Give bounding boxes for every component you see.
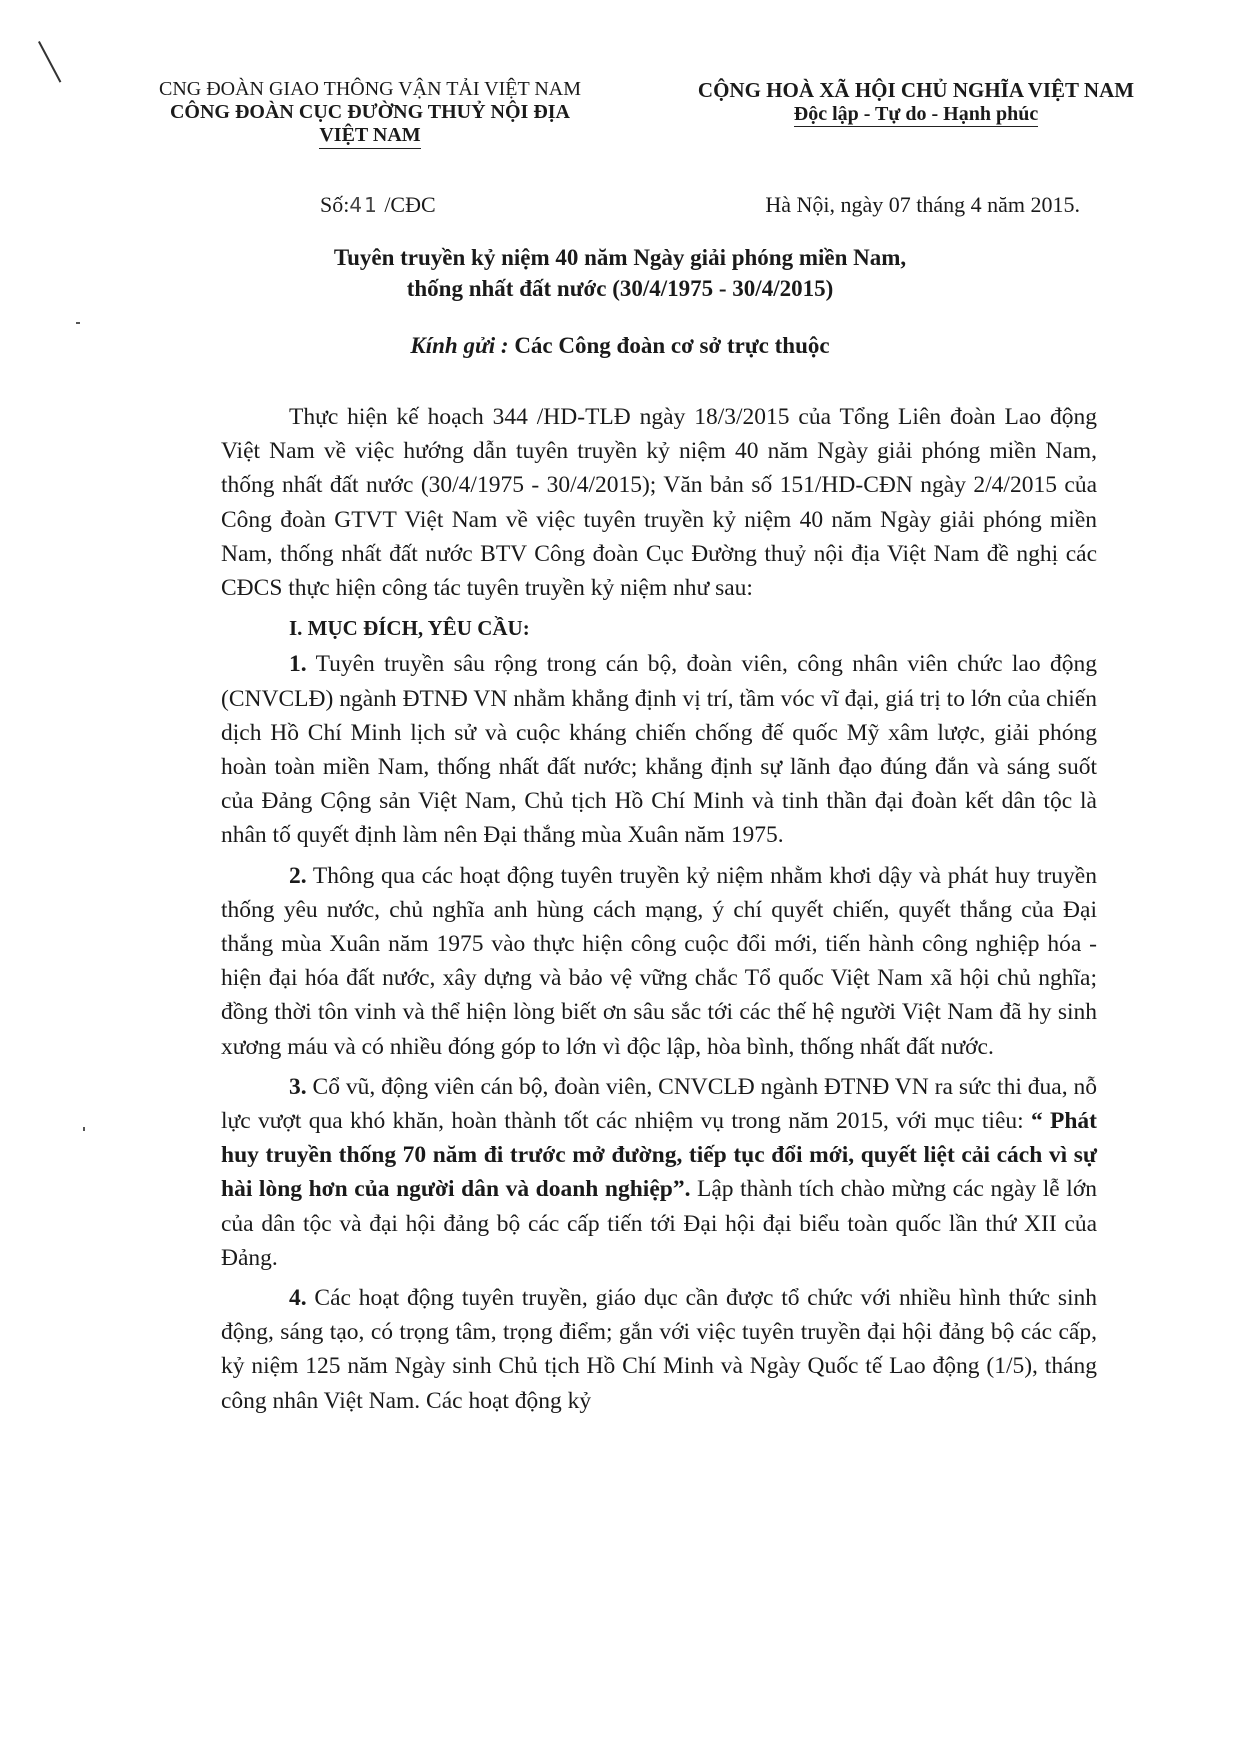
subject-line-2: thống nhất đất nước (30/4/1975 - 30/4/2015)	[406, 276, 834, 301]
list-item	[221, 1070, 1097, 1275]
number-suffix: /CĐC	[384, 192, 436, 217]
subject-line-1: Tuyên truyền kỷ niệm 40 năm Ngày giải phóng miền Nam,	[333, 245, 907, 270]
slogan: “ Phát huy truyền thống 70 năm đi trước mở đường, tiếp tục đổi mới, quyết liệt cải cách vì sự hài lòng hơn của người dân và doanh nghiệp”.	[221, 1108, 1097, 1203]
scan-pen-mark	[38, 41, 61, 83]
union-name-cont: VIỆT NAM	[319, 124, 420, 149]
greeting-recipient: Các Công đoàn cơ sở trực thuộc	[514, 333, 830, 358]
reference-row	[320, 192, 1080, 218]
item-number: 2.	[289, 862, 307, 889]
document-number	[320, 192, 436, 218]
greeting-label: Kính gửi :	[410, 333, 509, 358]
motto: Độc lập - Tự do - Hạnh phúc	[793, 103, 1039, 125]
issuing-organization	[150, 78, 590, 149]
item-text: Tuyên truyền sâu rộng trong cán bộ, đoàn viên, công nhân viên chức lao động (CNVCLĐ) ngành ĐTNĐ VN nhằm khẳng định vị trí, tầm vóc vĩ đại, giá trị to lớn của chiến dịch Hồ Chí Minh lịch sử và cuộc kháng chiến chống đế quốc Mỹ xâm lược, giải phóng hoàn toàn miền Nam, thống nhất đất nước; khẳng định sự lãnh đạo đúng đắn và sáng suốt của Đảng Cộng sản Việt Nam, Chủ tịch Hồ Chí Minh và tinh thần đại đoàn kết dân tộc là nhân tố quyết định làm nên Đại thắng mùa Xuân năm 1975.	[221, 651, 1097, 849]
handwritten-number: 41	[349, 193, 379, 217]
intro-paragraph: Thực hiện kế hoạch 344 /HD-TLĐ ngày 18/3/2015 của Tổng Liên đoàn Lao động Việt Nam về việc hướng dẫn tuyên truyền kỷ niệm 40 năm Ngày giải phóng miền Nam, thống nhất đất nước (30/4/1975 - 30/4/2015); Văn bản số 151/HD-CĐN ngày 2/4/2015 của Công đoàn GTVT Việt Nam về việc tuyên truyền kỷ niệm 40 năm Ngày giải phóng miền Nam, thống nhất đất nước BTV Công đoàn Cục Đường thuỷ nội địa Việt Nam đề nghị các CĐCS thực hiện công tác tuyên truyền kỷ niệm như sau:	[221, 404, 1097, 602]
scan-speck	[83, 1127, 85, 1131]
document-header	[150, 78, 1140, 149]
item-text-cont: Lập thành tích chào mừng các ngày lễ lớn của dân tộc và đại hội đảng bộ các cấp tiến tới Đại hội đại biểu toàn quốc lần thứ XII của Đảng.	[221, 1176, 1098, 1271]
item-text: Các hoạt động tuyên truyền, giáo dục cần được tổ chức với nhiều hình thức sinh động, sáng tạo, có trọng tâm, trọng điểm; gắn với việc tuyên truyền đại hội đảng bộ các cấp, kỷ niệm 125 năm Ngày sinh Chủ tịch Hồ Chí Minh và Ngày Quốc tế Lao động (1/5), tháng công nhân Việt Nam. Các hoạt động kỷ	[221, 1285, 1097, 1414]
item-number: 3.	[289, 1073, 307, 1100]
national-motto	[686, 78, 1146, 149]
place-date: Hà Nội, ngày 07 tháng 4 năm 2015.	[765, 192, 1080, 217]
document-body	[221, 400, 1097, 1424]
greeting	[150, 333, 1090, 359]
scan-speck	[76, 322, 80, 324]
list-item	[221, 647, 1097, 852]
number-label: Số:	[320, 192, 350, 217]
item-text: Thông qua các hoạt động tuyên truyền kỷ niệm nhằm khơi dậy và phát huy truyền thống yêu nước, chủ nghĩa anh hùng cách mạng, ý chí quyết chiến, quyết thắng của Đại thắng mùa Xuân năm 1975 vào thực hiện công cuộc đổi mới, tiến hành công nghiệp hóa - hiện đại hóa đất nước, xây dựng và bảo vệ vững chắc Tổ quốc Việt Nam xã hội chủ nghĩa; đồng thời tôn vinh và thể hiện lòng biết ơn sâu sắc tới các thế hệ người Việt Nam đã hy sinh xương máu và có nhiều đóng góp to lớn vì độc lập, hòa bình, thống nhất đất nước.	[221, 862, 1097, 1060]
document-subject	[150, 242, 1090, 304]
item-number: 4.	[289, 1285, 307, 1312]
section-heading: I. MỤC ĐÍCH, YÊU CẦU:	[289, 616, 530, 641]
union-name: CÔNG ĐOÀN CỤC ĐƯỜNG THUỶ NỘI ĐỊA	[169, 101, 570, 123]
country-name: CỘNG HOÀ XÃ HỘI CHỦ NGHĨA VIỆT NAM	[697, 78, 1135, 102]
parent-union-name: CNG ĐOÀN GIAO THÔNG VẬN TẢI VIỆT NAM	[158, 78, 582, 100]
list-item	[221, 1281, 1097, 1418]
item-number: 1.	[289, 651, 307, 678]
list-item	[221, 859, 1097, 1064]
item-text: Cổ vũ, động viên cán bộ, đoàn viên, CNVCLĐ ngành ĐTNĐ VN ra sức thi đua, nỗ lực vượt qua khó khăn, hoàn thành tốt các nhiệm vụ trong năm 2015, với mục tiêu:	[221, 1073, 1097, 1135]
